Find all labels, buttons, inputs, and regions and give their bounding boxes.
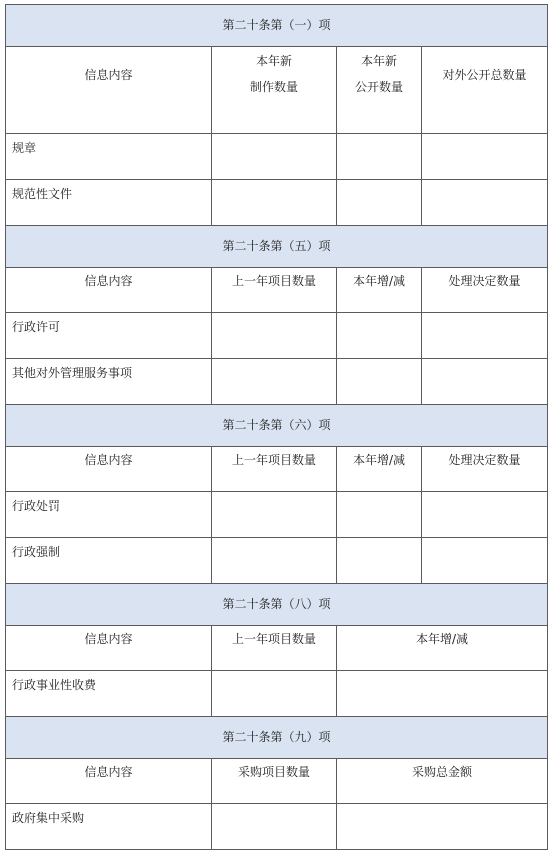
table-cell xyxy=(212,134,337,180)
col-header-decision-count: 处理决定数量 xyxy=(422,268,548,313)
row-label: 政府集中采购 xyxy=(6,804,212,850)
table-cell xyxy=(212,538,337,584)
row-label: 行政强制 xyxy=(6,538,212,584)
col-header-new-public-count xyxy=(337,47,422,134)
table-cell xyxy=(422,180,548,226)
col-header-info-content: 信息内容 xyxy=(6,268,212,313)
col-header-info-content: 信息内容 xyxy=(6,447,212,492)
table-cell xyxy=(337,134,422,180)
col-header-year-change: 本年增/减 xyxy=(337,268,422,313)
column-header-row xyxy=(6,47,548,134)
col-header-info-content: 信息内容 xyxy=(6,626,212,671)
section-header-row xyxy=(6,405,548,447)
col-header-decision-count: 处理决定数量 xyxy=(422,447,548,492)
table-cell xyxy=(337,359,422,405)
table-cell xyxy=(337,492,422,538)
col-header-line: 制作数量 xyxy=(249,80,298,95)
section-header-row xyxy=(6,226,548,268)
table-row xyxy=(6,313,548,359)
col-header-line: 本年新 xyxy=(360,54,397,68)
column-header-row xyxy=(6,447,548,492)
row-label: 规范性文件 xyxy=(6,180,212,226)
row-label: 规章 xyxy=(6,134,212,180)
table-cell xyxy=(422,538,548,584)
column-header-row xyxy=(6,759,548,804)
col-header-purchase-count: 采购项目数量 xyxy=(212,759,337,804)
table-row xyxy=(6,492,548,538)
col-header-year-change: 本年增/减 xyxy=(337,447,422,492)
table-cell xyxy=(212,180,337,226)
col-header-info-content: 信息内容 xyxy=(6,47,212,134)
col-header-prev-year-count: 上一年项目数量 xyxy=(212,268,337,313)
col-header-prev-year-count: 上一年项目数量 xyxy=(212,626,337,671)
table-row xyxy=(6,180,548,226)
row-label: 其他对外管理服务事项 xyxy=(6,359,212,405)
table-cell xyxy=(422,359,548,405)
disclosure-table xyxy=(5,4,548,850)
row-label: 行政许可 xyxy=(6,313,212,359)
col-header-year-change: 本年增/减 xyxy=(337,626,548,671)
table-row xyxy=(6,134,548,180)
table-cell xyxy=(212,359,337,405)
table-cell xyxy=(337,313,422,359)
table-cell xyxy=(212,671,337,717)
table-row xyxy=(6,804,548,850)
table-cell xyxy=(337,538,422,584)
row-label: 行政处罚 xyxy=(6,492,212,538)
col-header-line: 本年新 xyxy=(255,54,292,68)
col-header-purchase-amount: 采购总金额 xyxy=(337,759,548,804)
table-cell xyxy=(337,180,422,226)
table-row xyxy=(6,671,548,717)
table-cell xyxy=(422,134,548,180)
section-header-row xyxy=(6,5,548,47)
section-title: 第二十条第（五）项 xyxy=(6,226,548,268)
col-header-total-public-count: 对外公开总数量 xyxy=(422,47,548,134)
row-label: 行政事业性收费 xyxy=(6,671,212,717)
table-cell xyxy=(422,492,548,538)
section-header-row xyxy=(6,717,548,759)
table-row xyxy=(6,538,548,584)
column-header-row xyxy=(6,268,548,313)
table-cell xyxy=(422,313,548,359)
section-title: 第二十条第（八）项 xyxy=(6,584,548,626)
table-cell xyxy=(212,313,337,359)
col-header-info-content: 信息内容 xyxy=(6,759,212,804)
section-title: 第二十条第（一）项 xyxy=(6,5,548,47)
table-row xyxy=(6,359,548,405)
table-cell xyxy=(337,804,548,850)
column-header-row xyxy=(6,626,548,671)
section-title: 第二十条第（九）项 xyxy=(6,717,548,759)
col-header-new-made-count xyxy=(212,47,337,134)
col-header-prev-year-count: 上一年项目数量 xyxy=(212,447,337,492)
table-cell xyxy=(212,492,337,538)
table-cell xyxy=(337,671,548,717)
section-header-row xyxy=(6,584,548,626)
table-cell xyxy=(212,804,337,850)
section-title: 第二十条第（六）项 xyxy=(6,405,548,447)
col-header-line: 公开数量 xyxy=(354,80,403,95)
